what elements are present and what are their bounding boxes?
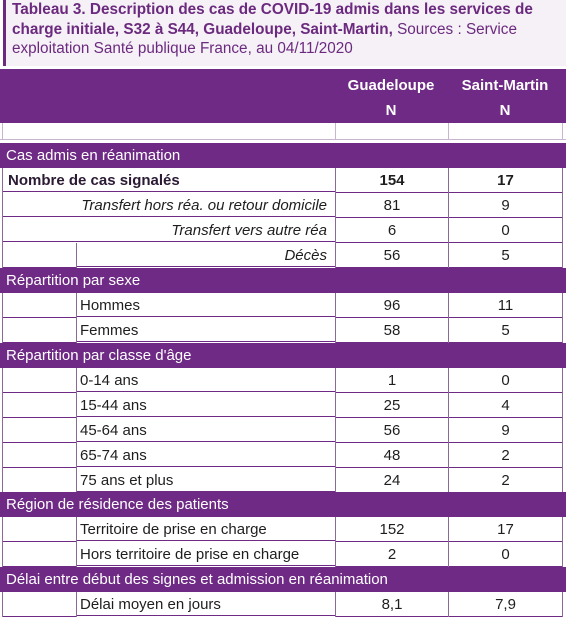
cell-saint-martin: 2 — [449, 468, 562, 493]
table-row — [0, 368, 566, 393]
row-label: Femmes — [77, 318, 335, 342]
row-label: Délai moyen en jours — [77, 592, 335, 616]
row-label: Territoire de prise en charge — [77, 517, 335, 541]
cell-saint-martin: 5 — [449, 243, 562, 268]
table-row — [0, 418, 566, 443]
table-row — [0, 318, 566, 343]
table-row — [0, 542, 566, 567]
row-label: Nombre de cas signalés — [2, 168, 335, 192]
section-age: Répartition par classe d'âge — [0, 343, 566, 368]
row-label: 45-64 ans — [77, 418, 335, 442]
table-row — [0, 168, 566, 193]
row-label: Transfert vers autre réa — [2, 218, 335, 242]
section-sexe: Répartition par sexe — [0, 268, 566, 293]
table-row — [0, 193, 566, 218]
table-caption — [3, 0, 566, 66]
table-header — [0, 69, 566, 123]
cell-guadeloupe: 1 — [336, 368, 448, 393]
cell-guadeloupe: 8,1 — [336, 592, 448, 617]
cell-guadeloupe: 56 — [336, 418, 448, 443]
cell-saint-martin: 5 — [449, 318, 562, 343]
table-row — [0, 443, 566, 468]
cell-guadeloupe: 154 — [336, 168, 448, 193]
cell-saint-martin: 9 — [449, 193, 562, 218]
cell-guadeloupe: 96 — [336, 293, 448, 318]
caption-line-2: charge initiale, S32 à S44, Guadeloupe, Saint-Martin, Sources : Service — [12, 20, 517, 38]
cell-saint-martin: 0 — [449, 542, 562, 567]
caption-line-3: exploitation Santé publique France, au 04/11/2020 — [12, 40, 353, 57]
row-label: Hommes — [77, 293, 335, 317]
cell-saint-martin: 4 — [449, 393, 562, 418]
cell-guadeloupe: 152 — [336, 517, 448, 542]
table-row — [0, 592, 566, 617]
cell-saint-martin: 2 — [449, 443, 562, 468]
cell-saint-martin: 17 — [449, 168, 562, 193]
table-row — [0, 293, 566, 318]
row-label: Hors territoire de prise en charge — [77, 542, 335, 566]
cell-guadeloupe: 2 — [336, 542, 448, 567]
header-saint-martin: Saint-Martin — [461, 77, 549, 94]
cell-guadeloupe: 81 — [336, 193, 448, 218]
row-label: 0-14 ans — [77, 368, 335, 392]
cell-saint-martin: 9 — [449, 418, 562, 443]
row-label: 65-74 ans — [77, 443, 335, 467]
cell-saint-martin: 17 — [449, 517, 562, 542]
cell-saint-martin: 7,9 — [449, 592, 562, 617]
table-row — [0, 468, 566, 493]
header-guadeloupe-n: N — [385, 102, 397, 119]
cell-guadeloupe: 25 — [336, 393, 448, 418]
section-delai: Délai entre début des signes et admission en réanimation — [0, 567, 566, 592]
row-label: 15-44 ans — [77, 393, 335, 417]
table-row — [0, 243, 566, 268]
cell-saint-martin: 0 — [449, 368, 562, 393]
cell-guadeloupe: 56 — [336, 243, 448, 268]
header-guadeloupe: Guadeloupe — [347, 77, 435, 94]
table-row — [0, 393, 566, 418]
row-label: Décès — [77, 243, 335, 267]
cell-guadeloupe: 48 — [336, 443, 448, 468]
caption-line-1: Tableau 3. Description des cas de COVID-19 admis dans les services de — [12, 1, 533, 18]
table-row — [0, 218, 566, 243]
table-row — [0, 517, 566, 542]
cell-guadeloupe: 58 — [336, 318, 448, 343]
row-label: Transfert hors réa. ou retour domicile — [2, 193, 335, 217]
row-label: 75 ans et plus — [77, 468, 335, 492]
cell-saint-martin: 11 — [449, 293, 562, 318]
spacer-row — [0, 123, 566, 140]
cell-guadeloupe: 24 — [336, 468, 448, 493]
section-cas-admis: Cas admis en réanimation — [0, 143, 566, 168]
cell-saint-martin: 0 — [449, 218, 562, 243]
section-region: Région de résidence des patients — [0, 492, 566, 517]
header-saint-martin-n: N — [499, 102, 511, 119]
cell-guadeloupe: 6 — [336, 218, 448, 243]
